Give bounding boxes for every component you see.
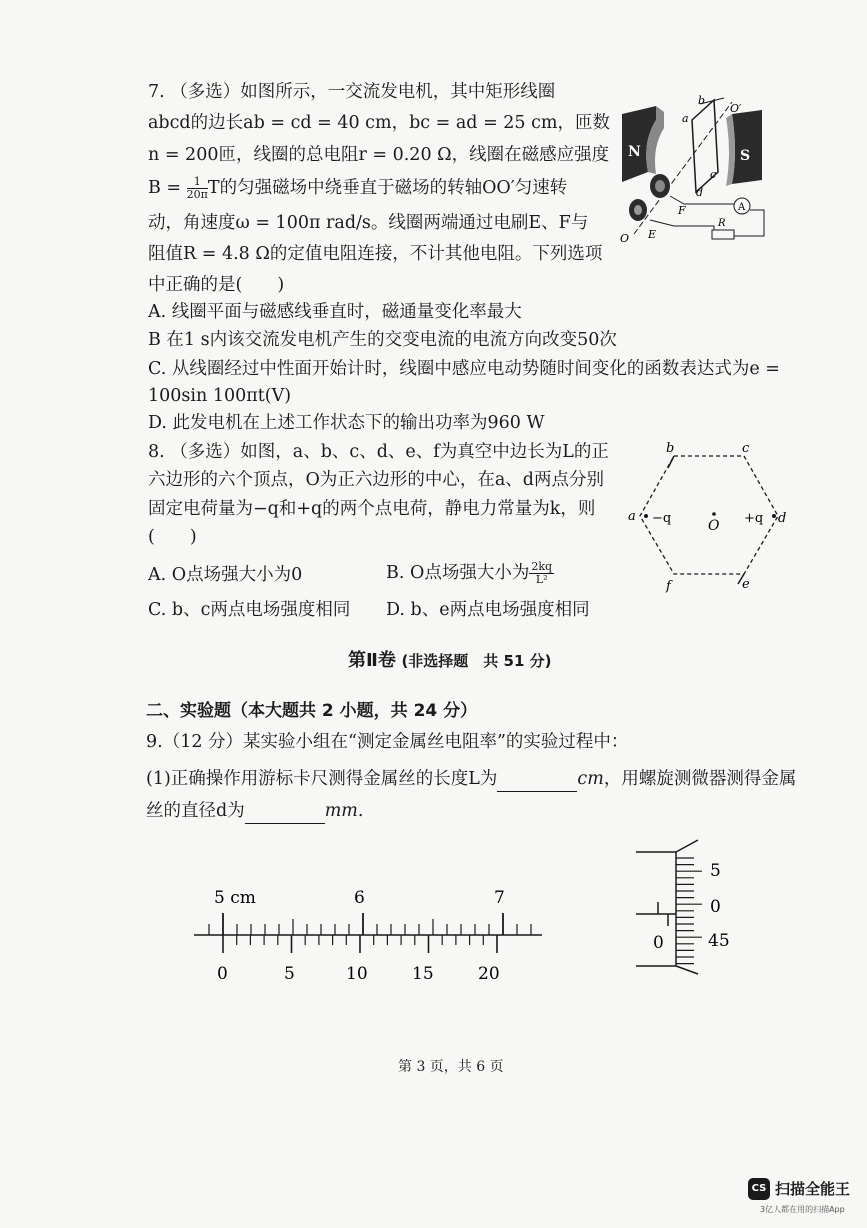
- q8-option-d: D. b、e两点电场强度相同: [386, 600, 590, 620]
- q7-option-b: B 在1 s内该交流发电机产生的交变电流的电流方向改变50次: [148, 330, 617, 350]
- center-o-label: O: [708, 518, 720, 534]
- ammeter-label: A: [738, 202, 746, 213]
- center-o: [712, 512, 716, 516]
- magnet-s: [732, 110, 762, 184]
- q8-line4: ( ): [148, 527, 197, 547]
- q7-frac-den: 20π: [186, 188, 208, 201]
- q9-line3-pre: 丝的直径d为: [146, 801, 245, 821]
- vertex-d: d: [778, 511, 787, 526]
- part2-title: [348, 649, 551, 673]
- q9-line2-unit: cm: [577, 769, 604, 789]
- q9-line2-post: ，用螺旋测微器测得金属: [603, 769, 797, 789]
- minus-q-label: −q: [652, 511, 672, 526]
- thimble-ticks: [676, 858, 702, 964]
- q8-option-a: A. O点场强大小为0: [148, 565, 303, 585]
- generator-figure: [614, 92, 774, 247]
- main-scale-ticks: [209, 913, 531, 935]
- resistor: [712, 230, 734, 239]
- vertex-f: f: [666, 579, 671, 594]
- label-oprime: O′: [730, 102, 742, 115]
- length-answer-blank[interactable]: [497, 767, 577, 792]
- q9-line1: 9.（12 分）某实验小组在“测定金属丝电阻率”的实验过程中：: [146, 732, 629, 752]
- vertex-b: b: [666, 441, 675, 456]
- q7-option-d: D. 此发电机在上述工作状态下的输出功率为960 W: [148, 413, 545, 433]
- q9-line2: [146, 767, 796, 792]
- vertex-e: e: [742, 577, 750, 592]
- q9-line3: [146, 799, 363, 824]
- vernier-label-15: 15: [412, 964, 434, 984]
- main-label-6: 6: [354, 888, 365, 908]
- charge-a: [644, 514, 648, 518]
- q7-line5: 动，角速度ω = 100π rad/s。线圈两端通过电刷E、F与: [148, 213, 589, 233]
- q7-line3: n = 200匝，线圈的总电阻r = 0.20 Ω，线圈在磁感应强度: [148, 145, 610, 165]
- q7-option-c-line1: C. 从线圈经过中性面开始计时，线圈中感应电动势随时间变化的函数表达式为e =: [148, 359, 780, 379]
- thimble-label-45: 45: [708, 931, 730, 951]
- q9-line2-pre: (1)正确操作用游标卡尺测得金属丝的长度L为: [146, 769, 498, 789]
- q8-line2: 六边形的六个顶点，O为正六边形的中心，在a、d两点分别: [148, 470, 604, 490]
- q7-line4-post: T的匀强磁场中绕垂直于磁场的转轴OO′匀速转: [207, 178, 568, 198]
- hexagon-figure: [626, 438, 796, 598]
- vertex-a: a: [628, 509, 636, 524]
- charge-d: [772, 514, 776, 518]
- scanner-app-name: 扫描全能王: [775, 1180, 851, 1198]
- vernier-caliper-figure: [190, 885, 550, 990]
- vernier-scale-ticks: [223, 935, 497, 953]
- q7-line4-pre: B =: [148, 178, 182, 198]
- label-f: F: [678, 204, 686, 217]
- q7-option-a: A. 线圈平面与磁感线垂直时，磁通量变化率最大: [148, 302, 522, 322]
- label-a: a: [682, 112, 689, 125]
- scanner-app-tagline: 3亿人都在用的扫描App: [760, 1205, 845, 1214]
- label-d: d: [696, 186, 704, 199]
- q9-line3-unit: mm.: [324, 801, 364, 821]
- q8-frac-num: 2kq: [531, 560, 553, 573]
- vernier-label-20: 20: [478, 964, 500, 984]
- q7-line7: 中正确的是( ): [148, 275, 285, 295]
- scanner-logo: CS: [748, 1178, 770, 1200]
- micrometer-figure: [636, 840, 766, 975]
- thimble-label-5: 5: [710, 861, 721, 881]
- q8-line3: 固定电荷量为−q和+q的两个点电荷，静电力常量为k，则: [148, 499, 596, 519]
- plus-q-label: +q: [744, 511, 764, 526]
- q8-fraction: [529, 561, 554, 586]
- magnet-n-label: N: [628, 144, 641, 160]
- label-c: c: [710, 168, 717, 181]
- vernier-label-10: 10: [346, 964, 368, 984]
- q7-fraction: [187, 176, 208, 201]
- q8-frac-den: L²: [535, 573, 548, 586]
- label-o: O: [620, 232, 630, 245]
- thimble-label-0: 0: [710, 897, 721, 917]
- q7-line1: 7. （多选）如图所示，一交流发电机，其中矩形线圈: [148, 82, 556, 102]
- q8-option-b-pre: B. O点场强大小为: [386, 563, 530, 583]
- magnet-s-label: S: [740, 148, 751, 164]
- q8-option-c: C. b、c两点电场强度相同: [148, 600, 351, 620]
- q7-frac-num: 1: [187, 176, 208, 189]
- q7-line2: abcd的边长ab = cd = 40 cm，bc = ad = 25 cm，匝数: [148, 113, 611, 133]
- section2-title: 二、实验题（本大题共 2 小题，共 24 分）: [146, 701, 478, 721]
- q7-option-c-line2: 100sin 100πt(V): [148, 386, 292, 406]
- page-footer: 第 3 页，共 6 页: [398, 1059, 504, 1075]
- q8-option-b: [386, 561, 554, 586]
- part2-title-main: 第Ⅱ卷: [348, 650, 396, 671]
- label-b: b: [698, 94, 706, 107]
- vertex-c: c: [742, 441, 750, 456]
- sleeve-label-0: 0: [653, 933, 664, 953]
- main-label-5cm: 5 cm: [214, 888, 256, 908]
- diameter-answer-blank[interactable]: [245, 799, 325, 824]
- q8-line1: 8. （多选）如图，a、b、c、d、e、f为真空中边长为L的正: [148, 442, 609, 462]
- label-e: E: [648, 228, 657, 241]
- resistor-label: R: [718, 218, 726, 229]
- q7-line6: 阻值R = 4.8 Ω的定值电阻连接，不计其他电阻。下列选项: [148, 244, 603, 264]
- q7-line4: [148, 176, 567, 201]
- vernier-label-0: 0: [217, 964, 228, 984]
- main-label-7: 7: [494, 888, 505, 908]
- vernier-label-5: 5: [284, 964, 295, 984]
- part2-title-sub: (非选择题 共 51 分): [401, 652, 552, 670]
